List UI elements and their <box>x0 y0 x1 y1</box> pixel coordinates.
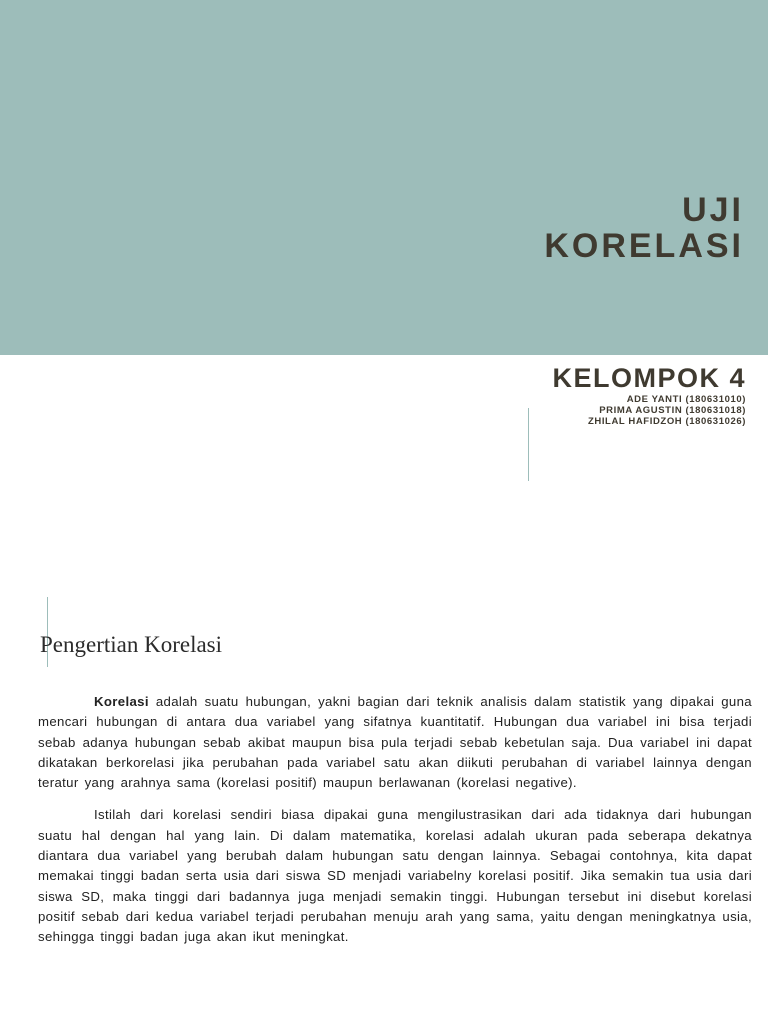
paragraph: Istilah dari korelasi sendiri biasa dipakai guna mengilustrasikan dari ada tidaknya dari hubungan suatu hal dengan hal yang lain. Di dalam matematika, korelasi adalah ukuran pada seberapa dekatnya diantara dua variabel yang berubah dalam hubungan satu dengan lainnya. Sebagai contohnya, kita dapat memakai tinggi badan serta usia dari siswa SD menjadi variabelny korelasi positif. Jika semakin tua usia dari siswa SD, maka tinggi dari badannya juga menjadi semakin tinggi. Hubungan tersebut ini disebut korelasi positif sebab dari kedua variabel terjadi perubahan menuju arah yang sama, yaitu dengan meningkatnya usia, sehingga tinggi badan juga akan ikut meningkat. <box>38 807 752 945</box>
member-item: ZHILAL HAFIDZOH (180631026) <box>587 416 746 427</box>
term-bold: Korelasi <box>94 694 149 709</box>
cover-title-line1: UJI <box>682 191 744 229</box>
group-info <box>552 362 746 427</box>
member-item: PRIMA AGUSTIN (180631018) <box>599 405 746 416</box>
section-heading: Pengertian Korelasi <box>40 632 223 657</box>
paragraph-text: adalah suatu hubungan, yakni bagian dari teknik analisis dalam statistik yang dipakai guna mencari hubungan di antara dua variabel yang sifatnya kuantitatif. Hubungan dua variabel ini bisa terjadi sebab adanya hubungan sebab akibat maupun bisa pula terjadi sebab kebetulan saja. Dua variabel ini dapat dikatakan berkorelasi jika perubahan pada variabel satu akan diikuti perubahan di variabel lainnya dengan teratur yang arahnya sama (korelasi positif) maupun berlawanan (korelasi negative). <box>38 694 752 791</box>
cover-title <box>544 192 744 264</box>
cover-title-line2: KORELASI <box>544 227 744 265</box>
cover-banner <box>0 0 768 355</box>
member-item: ADE YANTI (180631010) <box>626 394 746 405</box>
group-title: KELOMPOK 4 <box>552 363 746 393</box>
decorative-divider <box>528 408 529 481</box>
paragraph <box>38 692 752 793</box>
section-body <box>38 692 752 960</box>
